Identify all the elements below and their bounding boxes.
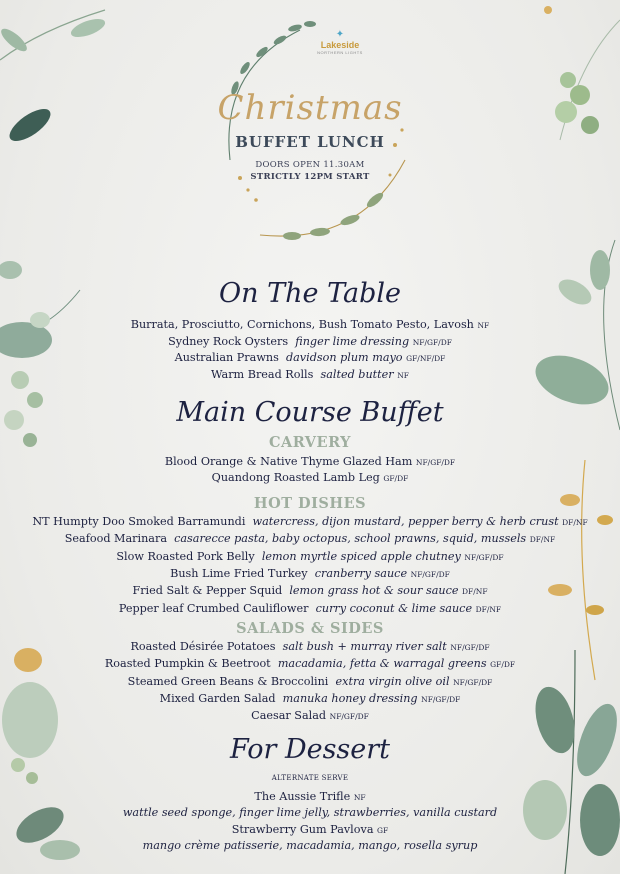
salad-item: [0, 640, 620, 653]
dietary-tags: DF/NF: [529, 535, 556, 545]
dietary-tags: NF/GF/DF: [421, 694, 461, 704]
dietary-tags: NF/GF/DF: [415, 458, 456, 467]
dietary-tags: NF/GF/DF: [329, 712, 369, 722]
dessert-description: [0, 839, 620, 852]
dietary-tags: DF/NF: [562, 518, 588, 527]
dish-name: Mixed Garden Salad: [159, 691, 276, 705]
subheading-carvery: CARVERY: [268, 434, 352, 451]
dish-description: lemon grass hot & sour sauce: [289, 584, 459, 598]
dietary-tags: GF/DF: [490, 660, 516, 670]
dish-name: Caesar Salad: [251, 709, 327, 723]
doors-open: DOORS OPEN 11.30AM: [255, 160, 365, 170]
carvery-item: [0, 455, 620, 468]
dish-name: Pepper leaf Crumbed Cauliflower: [118, 601, 309, 615]
brand-logo: [300, 30, 380, 55]
dish-description: casarecce pasta, baby octopus, school prawns, squid, mussels: [174, 532, 527, 546]
dietary-tags: NF/GF/DF: [410, 569, 450, 579]
dietary-tags: NF: [477, 321, 490, 330]
subheading-hot-dishes: HOT DISHES: [253, 495, 367, 512]
dish-description: macadamia, fetta & warragal greens: [277, 657, 487, 671]
dish-description: mango crème patisserie, macadamia, mango, rosella syrup: [142, 839, 478, 852]
dish-name: Burrata, Prosciutto, Cornichons, Bush Tomato Pesto, Lavosh: [130, 318, 474, 331]
salad-item: [0, 709, 620, 722]
dietary-tags: GF: [377, 826, 389, 835]
dish-name: Strawberry Gum Pavlova: [231, 823, 374, 836]
dietary-tags: DF/NF: [462, 587, 488, 597]
dish-name: Quandong Roasted Lamb Leg: [211, 471, 380, 484]
dish-name: Australian Prawns: [174, 351, 279, 364]
dietary-tags: NF: [353, 793, 366, 802]
dietary-tags: NF: [397, 370, 409, 380]
dish-name: Sydney Rock Oysters: [168, 334, 289, 348]
hot-dish-item: [0, 567, 620, 580]
section-heading-dessert: For Dessert: [229, 734, 391, 765]
section-heading-on-table: On The Table: [219, 278, 401, 309]
brand-star-icon: ✦: [335, 29, 345, 40]
dietary-tags: GF/DF: [383, 474, 409, 483]
dish-name: Blood Orange & Native Thyme Glazed Ham: [164, 455, 413, 468]
section-heading-main: Main Course Buffet: [176, 397, 444, 428]
salad-item: [0, 657, 620, 670]
subheading-salads: SALADS & SIDES: [236, 620, 384, 637]
dish-name: Seafood Marinara: [64, 532, 167, 546]
brand-tagline: NORTHERN LIGHTS: [317, 50, 363, 55]
dietary-tags: NF/GF/DF: [412, 337, 452, 347]
event-title-script: Christmas: [217, 88, 403, 128]
dish-description: davidson plum mayo: [285, 351, 403, 364]
on-table-item: [0, 368, 620, 381]
dish-name: Steamed Green Beans & Broccolini: [127, 674, 329, 688]
hot-dish-item: [0, 584, 620, 597]
event-subtitle: BUFFET LUNCH: [235, 133, 385, 151]
dish-name: Fried Salt & Pepper Squid: [132, 584, 283, 598]
salad-item: [0, 692, 620, 705]
dish-name: Slow Roasted Pork Belly: [116, 549, 255, 563]
dish-name: NT Humpty Doo Smoked Barramundi: [32, 515, 246, 528]
dietary-tags: NF/GF/DF: [453, 677, 493, 687]
dish-name: The Aussie Trifle: [254, 790, 351, 803]
start-time: STRICTLY 12PM START: [250, 172, 370, 182]
dish-description: curry coconut & lime sauce: [315, 601, 473, 615]
dish-description: salt bush + murray river salt: [282, 640, 447, 653]
dish-description: extra virgin olive oil: [335, 674, 450, 688]
hot-dish-item: [0, 515, 620, 528]
on-table-item: [0, 351, 620, 364]
dietary-tags: DF/NF: [475, 604, 502, 614]
salad-item: [0, 675, 620, 688]
carvery-item: [0, 471, 620, 484]
dish-description: salted butter: [320, 367, 394, 381]
hot-dish-item: [0, 602, 620, 615]
dessert-note: ALTERNATE SERVE: [271, 774, 349, 782]
dish-name: Warm Bread Rolls: [211, 367, 314, 381]
dish-name: Roasted Désirée Potatoes: [130, 640, 276, 653]
hot-dish-item: [0, 550, 620, 563]
dessert-item: [0, 790, 620, 803]
dish-name: Bush Lime Fried Turkey: [170, 566, 308, 580]
dish-description: watercress, dijon mustard, pepper berry & herb crust: [252, 515, 559, 528]
dish-description: manuka honey dressing: [282, 691, 418, 705]
dish-description: lemon myrtle spiced apple chutney: [261, 549, 461, 563]
dish-description: finger lime dressing: [295, 334, 410, 348]
dish-name: Roasted Pumpkin & Beetroot: [104, 657, 271, 671]
hot-dish-item: [0, 532, 620, 545]
dietary-tags: NF/GF/DF: [450, 643, 490, 652]
on-table-item: [0, 335, 620, 348]
dietary-tags: NF/GF/DF: [464, 552, 504, 562]
dietary-tags: GF/NF/DF: [406, 354, 446, 363]
dish-description: wattle seed sponge, finger lime jelly, strawberries, vanilla custard: [122, 806, 498, 819]
dessert-item: [0, 823, 620, 836]
dish-description: cranberry sauce: [314, 566, 408, 580]
on-table-item: [0, 318, 620, 331]
dessert-description: [0, 806, 620, 819]
brand-name: Lakeside: [320, 40, 360, 50]
